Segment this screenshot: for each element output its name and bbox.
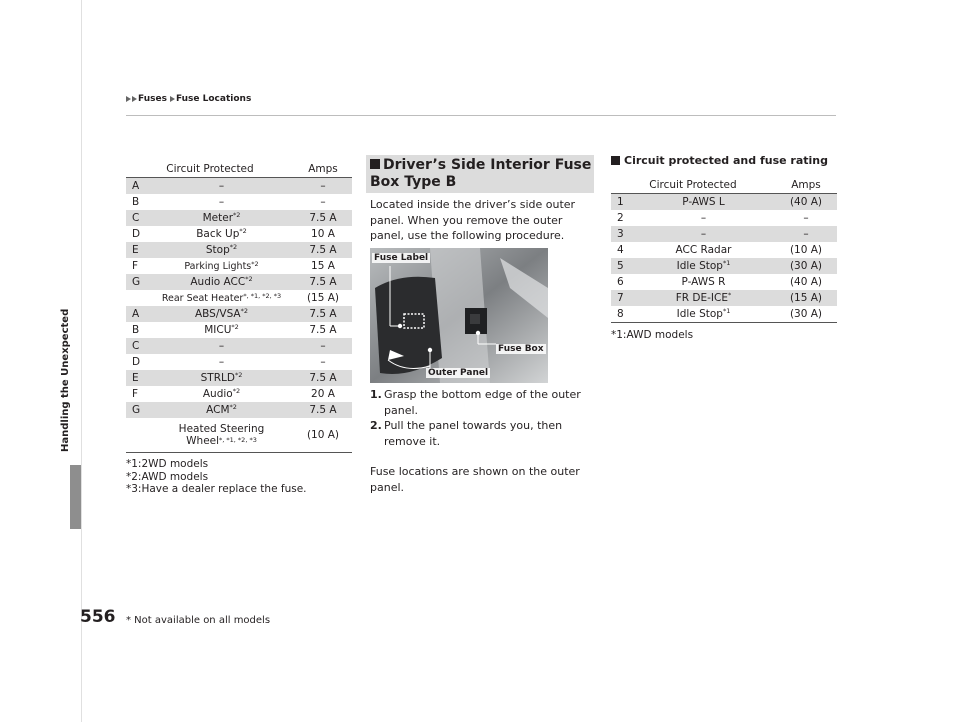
row-amps: (10 A) [789,244,823,256]
table-row [126,210,352,226]
row-superscript: *, *1, *2, *3 [243,291,282,300]
row-amps: 7.5 A [309,372,337,384]
row-key: D [132,356,141,368]
chapter-tab-marker [70,465,81,529]
row-circuit-text: – [218,340,225,352]
row-key: E [132,372,139,384]
step-text: Grasp the bottom edge of the outer panel. [384,388,581,417]
row-amps: 7.5 A [309,212,337,224]
left-fuse-table [126,160,352,453]
row-circuit [149,210,294,226]
table-row [126,338,352,354]
chapter-label[interactable]: Handling the Unexpected [60,308,71,452]
row-key: 4 [617,244,624,256]
right-fuse-table [611,176,837,323]
row-key: E [132,244,139,256]
row-key: 3 [617,228,624,240]
row-superscript: * [728,291,732,299]
row-amps: (40 A) [789,196,823,208]
row-circuit-text: ACC Radar [675,244,732,256]
row-superscript: *2 [240,307,249,315]
row-key: C [132,340,140,352]
row-amps: 7.5 A [309,244,337,256]
row-circuit-text: Idle Stop [676,260,723,272]
row-key: F [132,260,139,272]
breadcrumb [126,94,251,104]
row-key: B [132,196,140,208]
row-circuit [632,226,775,242]
table-row [126,258,352,274]
table-row [611,242,837,258]
row-circuit-text: Rear Seat Heater [161,292,244,304]
section-title: Driver’s Side Interior Fuse Box Type B [370,157,592,190]
row-amps: – [320,180,326,192]
header-amps: Amps [775,176,837,194]
row-circuit-text: Audio ACC [190,276,246,288]
row-key: D [132,228,141,240]
row-circuit-text: – [700,212,707,224]
circuit-rating-title: Circuit protected and fuse rating [624,154,828,167]
row-circuit [149,258,294,274]
row-key: F [132,388,139,400]
row-key [126,290,149,306]
row-key: 7 [617,292,624,304]
row-key: A [132,180,140,192]
left-fuse-table-wrap [126,160,352,496]
row-superscript: *2 [232,387,241,395]
outer-panel-callout: Outer Panel [428,368,489,378]
row-circuit [632,274,775,290]
table-row [126,226,352,242]
row-amps: (30 A) [789,260,823,272]
table-row [126,322,352,338]
row-amps: 7.5 A [309,324,337,336]
row-superscript: *1 [722,307,731,315]
row-superscript: *2 [229,403,237,411]
row-amps: (40 A) [789,276,823,288]
step-number: 2. [370,419,382,432]
note: *3:Have a dealer replace the fuse. [126,483,307,495]
table-row [611,210,837,226]
row-key: 8 [611,306,632,323]
step-item [370,387,598,418]
row-superscript: *1 [722,259,731,267]
table-row [611,290,837,306]
table-row [126,402,352,418]
step-item [370,418,598,449]
header-circuit: Circuit Protected [611,176,775,194]
row-amps: – [320,340,326,352]
row-key: G [132,276,141,288]
table-row [126,242,352,258]
note: *1:2WD models [126,458,209,470]
page-number: 556 [80,607,116,627]
outro-text: Fuse locations are shown on the outer panel. [370,465,580,494]
row-circuit-text: ACM [206,404,230,416]
row-circuit-text: Audio [202,388,233,400]
right-table-notes [611,329,837,342]
row-circuit [149,354,294,370]
table-row [126,386,352,402]
fuse-box-illustration [370,248,548,383]
square-bullet-icon [370,159,380,169]
row-circuit [632,306,775,323]
row-key [126,418,149,453]
section-heading [370,157,596,191]
row-circuit-text: ABS/VSA [194,308,241,320]
row-superscript: *2 [234,371,243,379]
header-divider [126,115,836,116]
table-row [126,354,352,370]
row-amps: 7.5 A [309,276,337,288]
row-superscript: *2 [239,227,247,235]
table-row [126,274,352,290]
row-circuit [149,274,294,290]
note: *2:AWD models [126,470,209,483]
step-number: 1. [370,388,382,401]
row-key: C [132,212,140,224]
row-circuit-text: Idle Stop [676,308,723,320]
footnote: * Not available on all models [126,615,271,626]
triangle-icon [170,96,175,102]
row-circuit [149,322,294,338]
table-row [126,306,352,322]
row-circuit [632,290,775,306]
square-bullet-icon [611,156,620,165]
row-circuit-text: STRLD [200,372,235,384]
row-circuit [632,194,775,211]
row-amps: (30 A) [775,306,837,323]
row-amps: 15 A [311,260,335,272]
fuse-label-callout: Fuse Label [374,253,429,263]
row-circuit [632,210,775,226]
row-circuit [149,418,294,453]
row-key: 1 [617,196,624,208]
fuse-box-photo [370,248,548,383]
row-circuit [149,306,294,322]
row-superscript: *2 [251,259,259,268]
row-circuit-text: – [218,196,225,208]
row-amps: (15 A) [789,292,823,304]
row-circuit-text: – [700,228,707,240]
table-header-row [611,176,837,194]
row-circuit-text: Stop [205,244,230,256]
breadcrumb-section[interactable]: Fuses [138,94,167,104]
row-key: 5 [617,260,624,272]
table-row [126,178,352,195]
row-circuit [149,338,294,354]
row-amps: 20 A [311,388,335,400]
table-row [611,194,837,211]
right-table-body [611,194,837,323]
row-amps: 10 A [311,228,335,240]
row-circuit [149,242,294,258]
row-amps: (15 A) [306,292,340,304]
row-amps: – [803,228,809,240]
row-superscript: *2 [245,275,253,283]
row-circuit [149,178,294,195]
table-row [126,370,352,386]
steps-list [370,387,598,449]
table-row [611,226,837,242]
row-key: B [132,324,140,336]
row-circuit [149,370,294,386]
row-circuit-text: Meter [202,212,234,224]
left-table-notes [126,458,352,496]
circuit-rating-heading [611,154,828,167]
row-amps: – [320,196,326,208]
row-amps: – [803,212,809,224]
row-key: 6 [617,276,624,288]
row-circuit-line1: Heated Steering [178,423,265,435]
row-circuit-line2: Wheel [186,435,220,447]
row-circuit [149,386,294,402]
row-circuit-text: P-AWS L [682,196,725,208]
header-amps: Amps [294,160,352,178]
row-circuit-text: – [218,180,225,192]
row-circuit-text: FR DE-ICE [675,292,728,304]
row-superscript: *, *1, *2, *3 [219,436,257,444]
row-circuit-text: Back Up [196,228,240,240]
row-superscript: *2 [231,323,239,331]
table-row [611,258,837,274]
row-circuit-text: P-AWS R [681,276,726,288]
note: *1:AWD models [611,329,694,341]
row-key: A [132,308,140,320]
table-row [611,274,837,290]
table-header-row [126,160,352,178]
row-circuit-text: Parking Lights [184,260,252,272]
row-superscript: *2 [229,243,238,251]
table-row [611,306,837,323]
triangle-icon [126,96,131,102]
right-fuse-table-wrap [611,176,837,342]
table-row [126,418,352,453]
row-amps: – [320,356,326,368]
step-text: Pull the panel towards you, then remove it. [384,419,563,448]
row-circuit-text: MICU [204,324,232,336]
row-circuit [632,242,775,258]
row-key: 2 [617,212,624,224]
triangle-icon [132,96,137,102]
table-row [126,290,352,306]
row-superscript: *2 [233,211,241,219]
row-circuit [149,402,294,418]
row-amps: (10 A) [294,418,352,453]
row-key: G [132,404,141,416]
row-circuit-text: – [218,356,225,368]
breadcrumb-page[interactable]: Fuse Locations [175,94,252,104]
row-amps: 7.5 A [309,308,337,320]
intro-text: Located inside the driver’s side outer panel. When you remove the outer panel, use the following procedure. [370,198,576,242]
row-circuit [149,290,294,306]
row-circuit [632,258,775,274]
fuse-box-callout: Fuse Box [498,344,544,354]
header-circuit: Circuit Protected [126,160,294,178]
row-circuit [149,226,294,242]
left-table-body [126,178,352,419]
table-row [126,194,352,210]
chapter-label-wrap [60,96,74,452]
row-circuit [149,194,294,210]
row-amps: 7.5 A [309,404,337,416]
